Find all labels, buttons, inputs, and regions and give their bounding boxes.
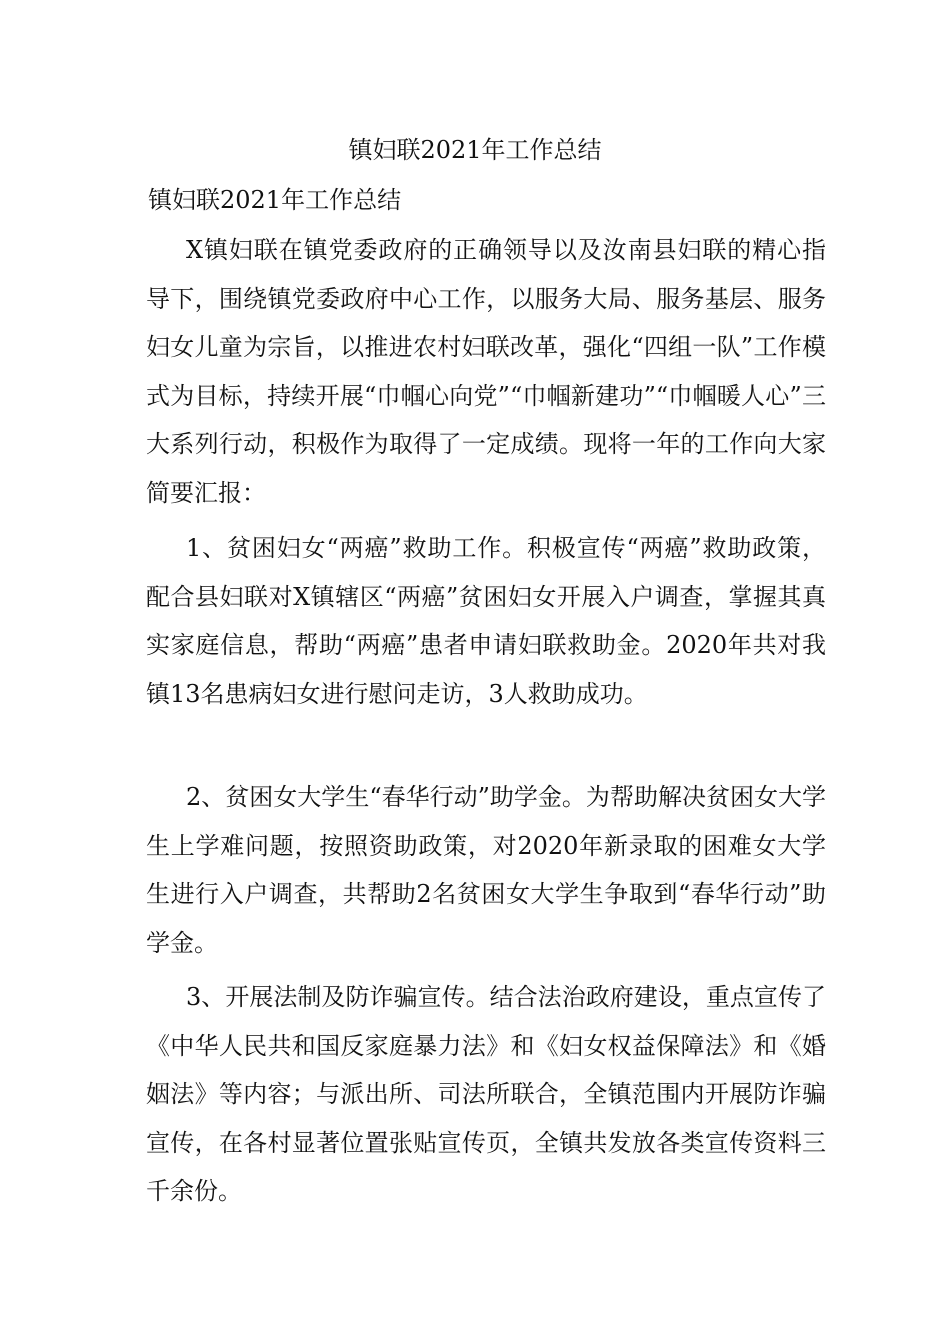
paragraph-item-2: 2、贫困女大学生“春华行动”助学金。为帮助解决贫困女大学生上学难问题，按照资助政策，对2020年新录取的困难女大学生进行入户调查，共帮助2名贫困女大学生争取到“春华行动”助学金。 [146,783,826,957]
paragraph-intro: X镇妇联在镇党委政府的正确领导以及汝南县妇联的精心指导下，围绕镇党委政府中心工作，以服务大局、服务基层、服务妇女儿童为宗旨，以推进农村妇联改革，强化“四组一队”工作模式为目标，持续开展“巾帼心向党”“巾帼新建功”“巾帼暖人心”三大系列行动，积极作为取得了一定成绩。现将一年的工作向大家简要汇报： [146,236,826,507]
paragraph-item-1: 1、贫困妇女“两癌”救助工作。积极宣传“两癌”救助政策，配合县妇联对X镇辖区“两癌”贫困妇女开展入户调查，掌握其真实家庭信息，帮助“两癌”患者申请妇联救助金。2020年共对我镇13名患病妇女进行慰问走访，3人救助成功。 [146,534,826,708]
document-subtitle: 镇妇联2021年工作总结 [148,186,402,214]
document-title: 镇妇联2021年工作总结 [348,136,602,164]
paragraph-item-3: 3、开展法制及防诈骗宣传。结合法治政府建设，重点宣传了《中华人民共和国反家庭暴力法》和《妇女权益保障法》和《婚姻法》等内容；与派出所、司法所联合，全镇范围内开展防诈骗宣传，在各村显著位置张贴宣传页，全镇共发放各类宣传资料三千余份。 [146,983,826,1206]
